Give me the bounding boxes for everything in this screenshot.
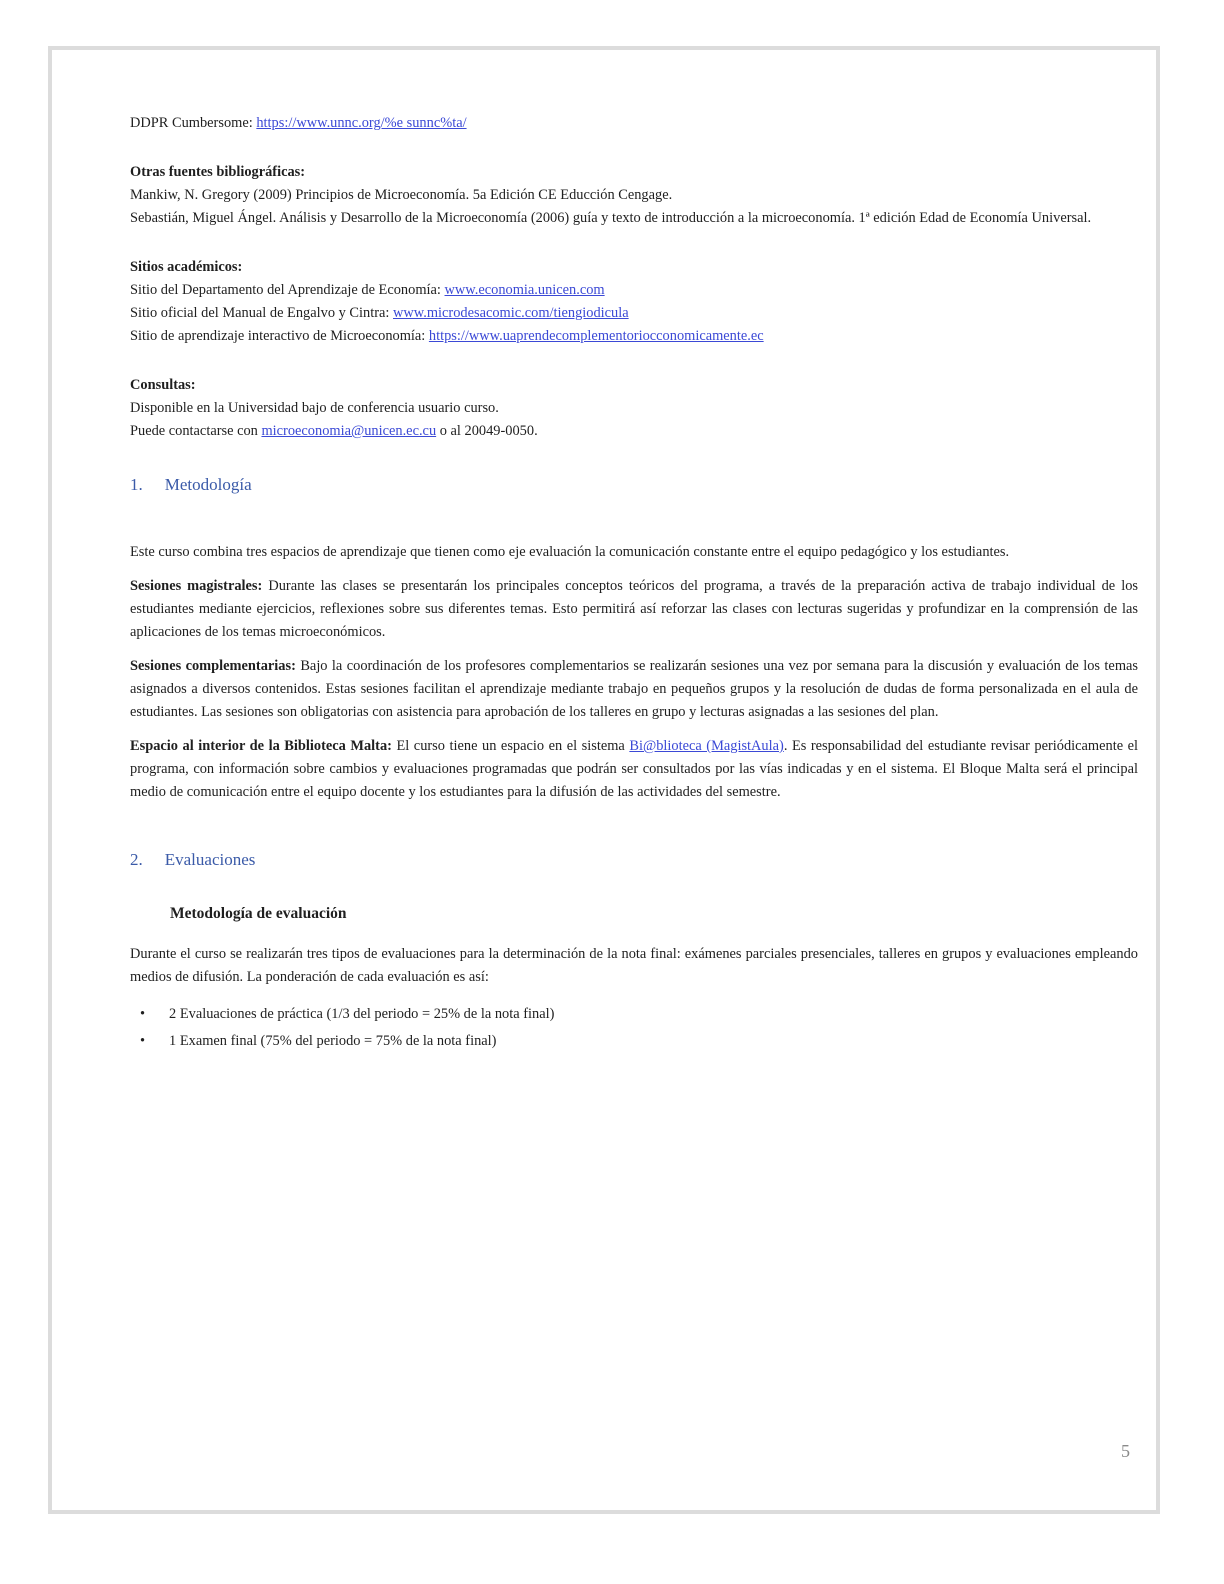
contact-line: Disponible en la Universidad bajo de conferencia usuario curso.	[130, 400, 499, 416]
evaluation-intro: Durante el curso se realizarán tres tipos de evaluaciones para la determinación de la nota final: exámenes parciales presenciales, talleres en grupos y evaluaciones empleando medios de difusión. La ponderación de cada evaluación es así:	[130, 946, 1138, 985]
document-page	[48, 46, 1160, 1514]
methodology-paragraph: Sesiones magistrales: Durante las clases se presentarán los principales conceptos teóricos del programa, a través de la preparación activa de trabajo individual de los estudiantes mediante ejercicios, reflexiones sobre sus diferentes temas. Esto permitirá así reforzar las clases con lecturas sugeridas y profundizar en la comprensión de las aplicaciones de los temas microeconómicos.	[130, 578, 1138, 640]
methodology-intro: Este curso combina tres espacios de aprendizaje que tienen como eje evaluación la comunicación constante entre el equipo pedagógico y los estudiantes.	[130, 544, 1010, 560]
site-line: Sitio de aprendizaje interactivo de Microeconomía: https://www.uaprendecomplementoriocconomicamente.ec	[130, 328, 764, 344]
bibliography-line: Sebastián, Miguel Ángel. Análisis y Desarrollo de la Microeconomía (2006) guía y texto de introducción a la microeconomía. 1ª edición Edad de Economía Universal.	[130, 210, 1092, 226]
intro-line: DDPR Cumbersome: https://www.unnc.org/%e sunnc%ta/	[130, 115, 467, 131]
section-heading-evaluations: 2. Evaluaciones	[130, 850, 256, 869]
intro-link[interactable]: https://www.unnc.org/%e sunnc%ta/	[256, 115, 467, 131]
list-item: • 2 Evaluaciones de práctica (1/3 del periodo = 25% de la nota final)	[140, 1006, 555, 1022]
sites-title: Sitios académicos:	[130, 259, 243, 275]
bibliography-block	[130, 161, 1138, 230]
sites-block	[130, 256, 1138, 348]
bibliography-line: Mankiw, N. Gregory (2009) Principios de Microeconomía. 5a Edición CE Educción Cengage.	[130, 187, 673, 203]
site-line: Sitio oficial del Manual de Engalvo y Cintra: www.microdesacomic.com/tiengiodicula	[130, 305, 629, 321]
list-item: • 1 Examen final (75% del periodo = 75% de la nota final)	[140, 1033, 497, 1049]
site-link[interactable]: www.microdesacomic.com/tiengiodicula	[393, 305, 629, 321]
methodology-paragraph: Espacio al interior de la Biblioteca Malta: El curso tiene un espacio en el sistema Bi@blioteca (MagistAula). Es responsabilidad del estudiante revisar periódicamente el programa, con información sobre cambios y evaluaciones programadas que podrán ser consultados por las vías indicadas y en el sistema. El Bloque Malta será el principal medio de comunicación entre el equipo docente y los estudiantes para la difusión de las actividades del semestre.	[130, 738, 1139, 800]
contact-block	[130, 374, 1138, 443]
site-link[interactable]: https://www.uaprendecomplementoriocconomicamente.ec	[428, 328, 764, 344]
section-heading-methodology: 1. Metodología	[130, 475, 252, 494]
contact-email-link[interactable]: microeconomia@unicen.ec.cu	[261, 423, 437, 439]
site-line: Sitio del Departamento del Aprendizaje de Economía: www.economia.unicen.com	[130, 282, 605, 298]
contact-line: Puede contactarse con microeconomia@unicen.ec.cu o al 20049-0050.	[130, 423, 538, 439]
contact-title: Consultas:	[130, 377, 196, 393]
page-number: 5	[1121, 1441, 1130, 1461]
page-content	[130, 112, 1138, 1057]
methodology-paragraph: Sesiones complementarias: Bajo la coordinación de los profesores complementarios se realizarán sesiones una vez por semana para la discusión y evaluación de los temas asignados a diversos contenidos. Estas sesiones facilitan el aprendizaje mediante trabajo en pequeños grupos y la resolución de dudas de forma personalizada en el aula de estudiantes. Las sesiones son obligatorias con asistencia para aprobación de los talleres en grupo y lecturas asignadas a las sesiones del plan.	[130, 658, 1138, 720]
evaluation-list	[130, 1003, 1138, 1053]
platform-link[interactable]: Bi@blioteca (MagistAula)	[629, 738, 784, 754]
evaluation-subheading: Metodología de evaluación	[170, 905, 347, 922]
bibliography-title: Otras fuentes bibliográficas:	[130, 164, 306, 180]
site-link[interactable]: www.economia.unicen.com	[444, 282, 605, 298]
